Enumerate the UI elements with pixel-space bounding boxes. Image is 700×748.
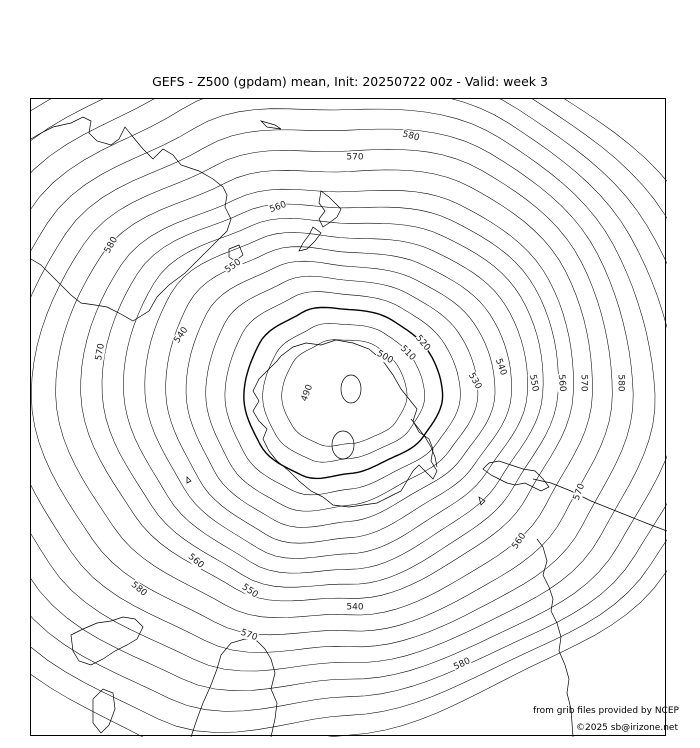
new-zealand-coast xyxy=(299,191,341,251)
africa-coast xyxy=(71,617,143,665)
contour-label: 580 xyxy=(615,374,626,392)
contour-label: 560 xyxy=(510,531,529,552)
south-america-coast xyxy=(483,461,549,491)
contour-520 xyxy=(166,247,512,544)
contour-570 xyxy=(31,99,667,711)
contour-505 xyxy=(225,292,461,495)
contour-label: 530 xyxy=(465,371,484,392)
andes-ridge xyxy=(533,479,667,531)
contour-label: 520 xyxy=(413,333,432,354)
contour-label: 540 xyxy=(346,602,364,613)
map-panel xyxy=(30,98,666,736)
ice-feature xyxy=(332,431,354,459)
contour-label: 500 xyxy=(374,348,395,367)
contour-525 xyxy=(145,233,528,559)
contour-label: 510 xyxy=(398,343,418,363)
contour-label: 540 xyxy=(492,357,509,377)
australia-coast xyxy=(31,117,231,321)
antarctic-peninsula xyxy=(411,419,437,467)
contour-495 xyxy=(263,324,425,463)
contour-label: 550 xyxy=(239,582,260,601)
contour-label: 570 xyxy=(578,374,589,392)
contour-label: 550 xyxy=(527,373,540,393)
contour-540 xyxy=(81,189,574,601)
contour-label: 560 xyxy=(268,199,288,216)
madagascar-coast xyxy=(93,689,115,733)
contour-label: 580 xyxy=(128,580,149,599)
contour-label: 570 xyxy=(571,482,588,502)
contour-label: 570 xyxy=(239,627,259,644)
antarctica-coast xyxy=(253,340,437,507)
data-source-credit: from grib files provided by NCEP xyxy=(533,706,679,716)
contour-500 xyxy=(244,307,443,478)
contour-label: 570 xyxy=(346,152,364,163)
contour-label: 490 xyxy=(299,383,316,403)
island xyxy=(187,477,191,483)
contour-label: 580 xyxy=(102,235,121,256)
contour-label: 580 xyxy=(401,129,421,144)
contour-lines xyxy=(31,99,667,737)
africa-outline xyxy=(191,639,277,737)
contour-515 xyxy=(186,261,495,527)
copyright-notice: ©2025 sb@irizone.net xyxy=(576,723,678,733)
contour-label: 560 xyxy=(185,552,206,571)
island xyxy=(261,121,281,129)
contour-label: 540 xyxy=(172,325,191,346)
contour-label: 570 xyxy=(94,342,107,362)
contour-535 xyxy=(102,204,558,587)
ice-feature xyxy=(341,375,361,403)
contour-label: 580 xyxy=(452,656,473,673)
contour-575 xyxy=(31,99,667,733)
map-canvas xyxy=(31,99,667,737)
contour-label: 550 xyxy=(223,257,244,276)
contour-580 xyxy=(31,99,667,737)
map-title: GEFS - Z500 (gpdam) mean, Init: 20250722 00z - Valid: week 3 xyxy=(152,74,548,89)
contour-label: 560 xyxy=(555,374,568,393)
coastlines xyxy=(31,117,667,737)
